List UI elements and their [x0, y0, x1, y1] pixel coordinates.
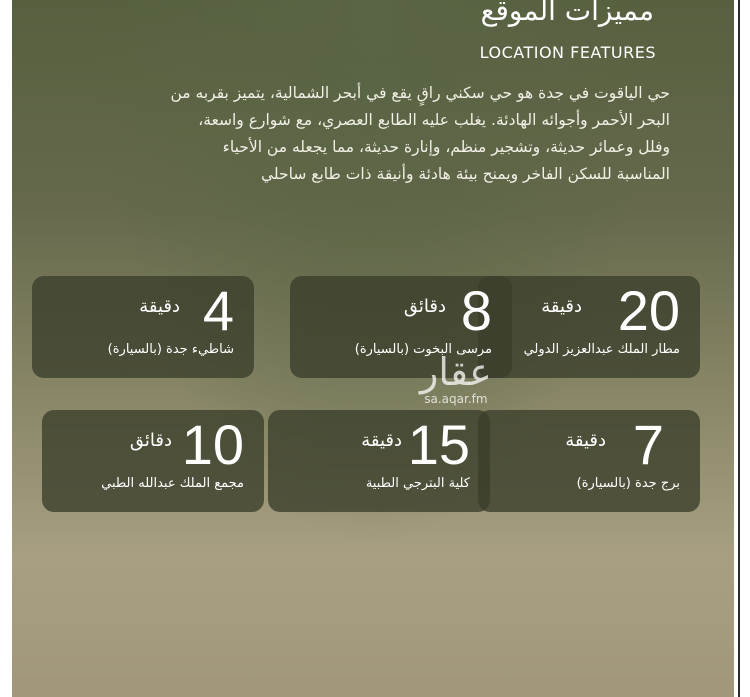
feature-card-medical-complex	[42, 410, 264, 512]
feature-minutes-number: 7	[632, 413, 664, 476]
feature-place-label: شاطيء جدة (بالسيارة)	[107, 342, 234, 357]
feature-minutes-unit: دقيقة	[361, 430, 402, 451]
feature-minutes-number: 20	[617, 279, 680, 342]
section-title-english: LOCATION FEATURES	[479, 43, 656, 62]
feature-minutes-number: 15	[407, 413, 470, 476]
watermark-url: sa.aqar.fm	[424, 392, 488, 406]
feature-place-label: كلية البترجي الطبية	[365, 476, 470, 491]
feature-card-jeddah-tower	[478, 410, 700, 512]
feature-place-label: مطار الملك عبدالعزيز الدولي	[523, 342, 680, 357]
feature-place-label: مجمع الملك عبدالله الطبي	[101, 476, 244, 491]
feature-minutes-unit: دقائق	[129, 430, 172, 451]
watermark-brand: عقار	[420, 350, 492, 394]
feature-minutes-unit: دقيقة	[541, 296, 582, 317]
feature-card-beach	[32, 276, 254, 378]
neighborhood-description	[110, 80, 670, 188]
feature-card-medical-college	[268, 410, 490, 512]
description-line: البحر الأحمر وأجوائه الهادئة. يغلب عليه الطابع العصري، مع شوارع واسعة،	[198, 111, 670, 129]
section-title-arabic: مميزات الموقع	[480, 0, 654, 27]
feature-minutes-number: 10	[181, 413, 244, 476]
feature-minutes-unit: دقيقة	[139, 296, 180, 317]
feature-minutes-unit: دقائق	[403, 296, 446, 317]
feature-minutes-unit: دقيقة	[565, 430, 606, 451]
feature-place-label: مرسى البخوت (بالسيارة)	[354, 342, 492, 357]
feature-minutes-number: 8	[460, 279, 492, 342]
feature-place-label: برج جدة (بالسيارة)	[576, 476, 680, 491]
location-features-poster	[12, 0, 734, 697]
right-edge-divider	[738, 0, 740, 697]
description-line: المناسبة للسكن الفاخر ويمنح بيئة هادئة وأنيقة ذات طابع ساحلي	[260, 165, 670, 183]
description-line: وفلل وعمائر حديثة، وتشجير منظم، وإنارة حديثة، مما يجعله من الأحياء	[222, 138, 670, 156]
description-line: حي الياقوت في جدة هو حي سكني راقٍ يقع في أبحر الشمالية، يتميز بقربه من	[170, 84, 670, 102]
feature-minutes-number: 4	[202, 279, 234, 342]
aqar-watermark	[420, 352, 492, 406]
